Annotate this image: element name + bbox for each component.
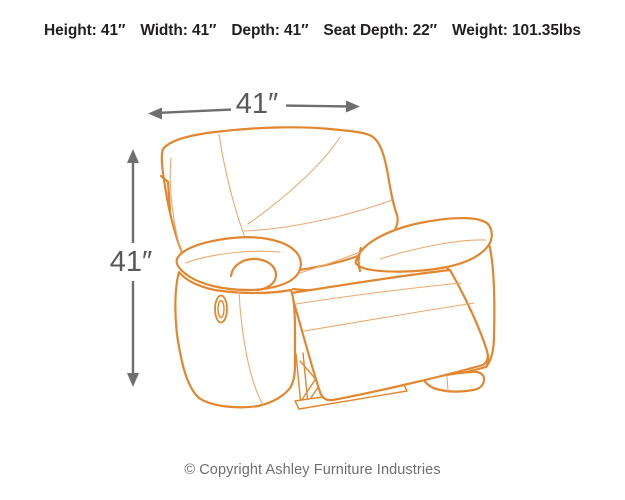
width-dimension-label: 41″	[235, 88, 279, 120]
spec-weight: Weight: 101.35lbs	[451, 22, 581, 39]
width-dimension-arrow	[148, 88, 360, 120]
height-dimension-arrow	[110, 149, 153, 387]
copyright-text: © Copyright Ashley Furniture Industries	[184, 462, 441, 478]
height-dimension-label: 41″	[109, 246, 153, 278]
recliner-left-panel	[175, 272, 295, 407]
spec-depth: Depth: 41″	[231, 22, 309, 39]
spec-seat-depth: Seat Depth: 22″	[323, 22, 437, 39]
arrow-left-icon	[148, 108, 162, 120]
arrow-down-icon	[127, 373, 139, 387]
recliner-illustration	[161, 127, 494, 409]
recliner-left-armrest	[177, 237, 301, 290]
spec-width: Width: 41″	[140, 22, 217, 39]
spec-height: Height: 41″	[44, 22, 126, 39]
arrow-up-icon	[127, 149, 139, 163]
arrow-right-icon	[346, 101, 360, 113]
